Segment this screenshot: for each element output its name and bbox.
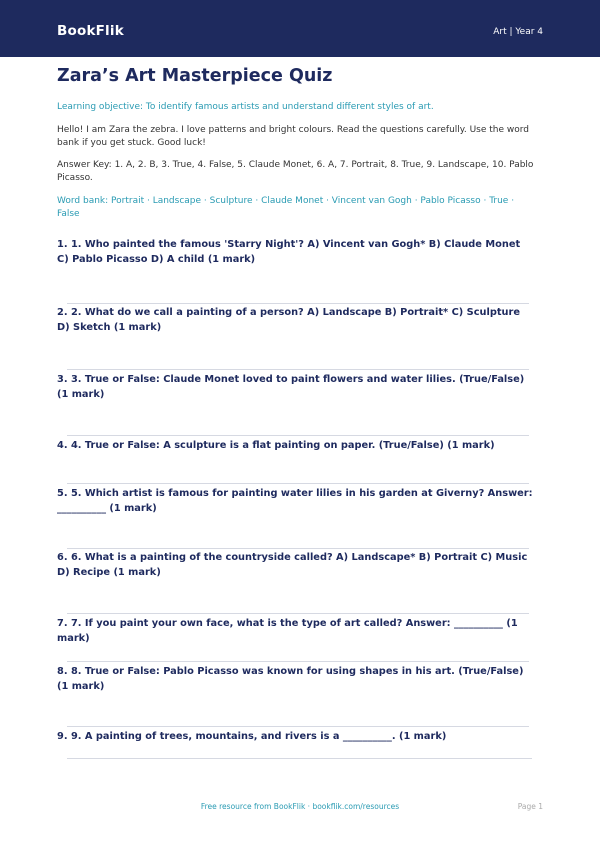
worksheet-content: [57, 65, 535, 774]
page-number: Page 1: [517, 802, 543, 811]
footer-divider: [67, 758, 532, 759]
word-bank: Word bank: Portrait · Landscape · Sculpture · Claude Monet · Vincent van Gogh · Pablo Picasso · True · False: [57, 196, 515, 219]
question-item: [57, 549, 535, 613]
question-item: [57, 662, 535, 726]
header-bar: [0, 0, 600, 57]
answer-key: Answer Key: 1. A, 2. B, 3. True, 4. False, 5. Claude Monet, 6. A, 7. Portrait, 8. True, 9. Landscape, 10. Pablo Picasso.: [57, 160, 534, 183]
question-text: 1. 1. Who painted the famous 'Starry Night'? A) Vincent van Gogh* B) Claude Monet C) Pablo Picasso D) A child (1 mark): [57, 239, 521, 265]
question-text: 7. 7. If you paint your own face, what is the type of art called? Answer: __________ (1 mark): [57, 618, 518, 644]
question-text: 4. 4. True or False: A sculpture is a flat painting on paper. (True/False) (1 mark): [57, 440, 495, 451]
learning-objective: Learning objective: To identify famous artists and understand different styles of art.: [57, 102, 434, 112]
question-item: [57, 238, 535, 303]
question-item: [57, 304, 535, 369]
brand-logo[interactable]: BookFlik: [57, 23, 124, 39]
footer-credit[interactable]: Free resource from BookFlik · bookflik.com/resources: [200, 802, 400, 811]
question-item: [57, 727, 535, 774]
page-title: Zara’s Art Masterpiece Quiz: [57, 66, 333, 86]
question-list: [57, 238, 535, 774]
question-item: [57, 370, 535, 435]
question-item: [57, 484, 535, 548]
intro-text: Hello! I am Zara the zebra. I love patterns and bright colours. Read the questions carefully. Use the word bank if you get stuck. Good luck!: [57, 125, 529, 148]
question-item: [57, 614, 535, 661]
question-text: 2. 2. What do we call a painting of a person? A) Landscape B) Portrait* C) Sculpture D) Sketch (1 mark): [57, 307, 520, 333]
question-text: 5. 5. Which artist is famous for painting water lilies in his garden at Giverny? Answer: __________ (1 mark): [57, 488, 533, 514]
question-text: 9. 9. A painting of trees, mountains, and rivers is a __________. (1 mark): [57, 731, 447, 742]
question-item: [57, 436, 535, 483]
question-text: 6. 6. What is a painting of the countryside called? A) Landscape* B) Portrait C) Music D) Recipe (1 mark): [57, 552, 528, 578]
question-text: 8. 8. True or False: Pablo Picasso was known for using shapes in his art. (True/False) (1 mark): [57, 666, 524, 692]
subject-year-label: Art | Year 4: [493, 27, 543, 37]
question-text: 3. 3. True or False: Claude Monet loved to paint flowers and water lilies. (True/False) (1 mark): [57, 374, 525, 400]
